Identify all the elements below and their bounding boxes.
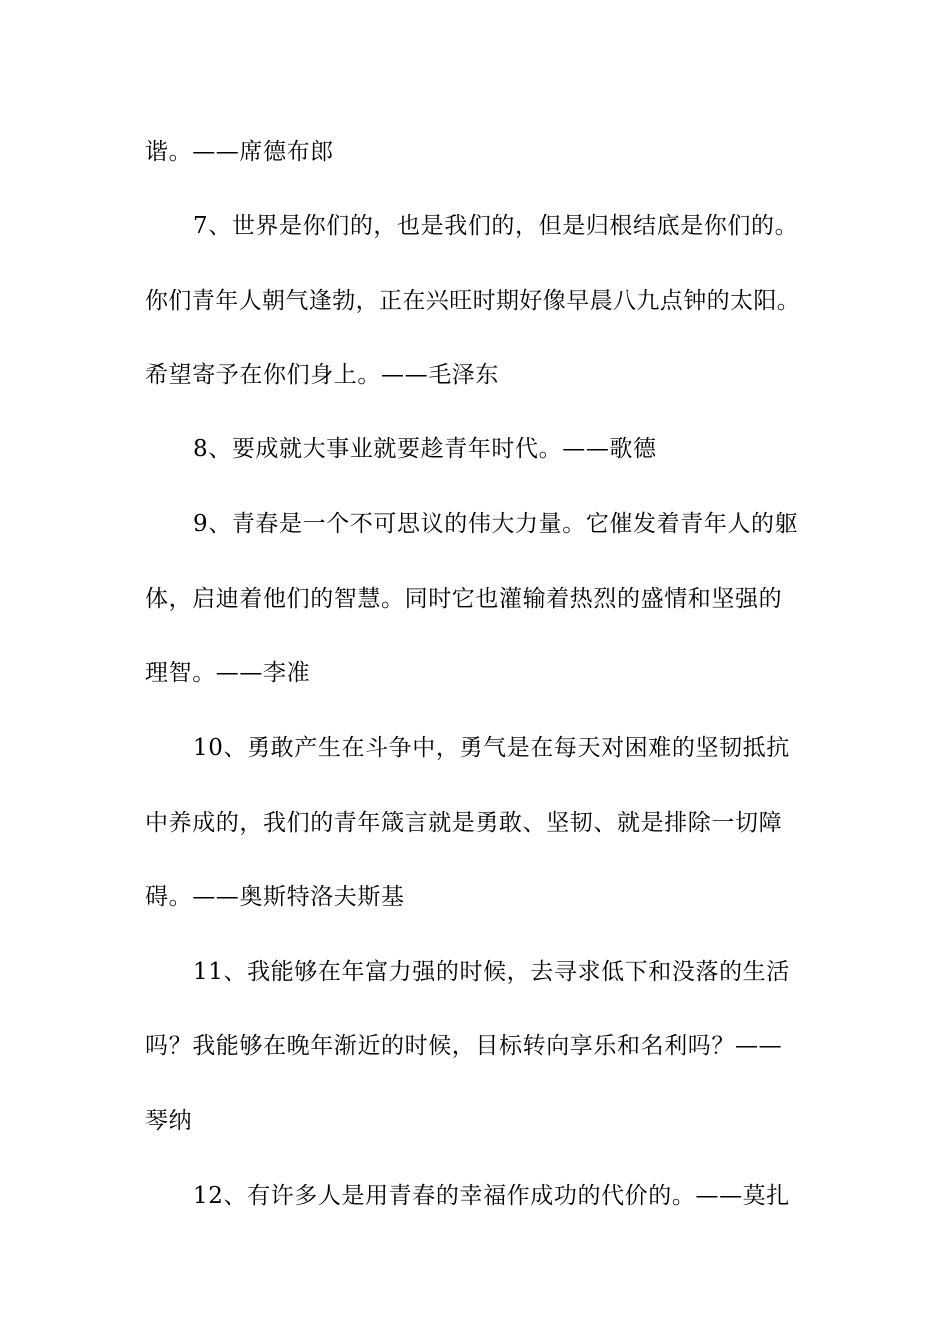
text-line: 体，启迪着他们的智慧。同时它也灌输着热烈的盛情和坚强的 <box>145 586 783 612</box>
text-line: 谐。——席德布郎 <box>145 139 334 165</box>
text-line: 8、要成就大事业就要趁青年时代。——歌德 <box>193 436 657 462</box>
text-line: 12、有许多人是用青春的幸福作成功的代价的。——莫扎 <box>193 1183 790 1209</box>
text-line: 琴纳 <box>145 1108 193 1134</box>
text-line: 7、世界是你们的，也是我们的，但是归根结底是你们的。 <box>193 213 799 239</box>
text-line: 11、我能够在年富力强的时候，去寻求低下和没落的生活 <box>193 959 790 985</box>
text-line: 理智。——李准 <box>145 660 311 686</box>
text-line: 吗？我能够在晚年渐近的时候，目标转向享乐和名利吗？—— <box>145 1033 783 1059</box>
text-line: 中养成的，我们的青年箴言就是勇敢、坚韧、就是排除一切障 <box>145 810 783 836</box>
text-line: 10、勇敢产生在斗争中，勇气是在每天对困难的坚韧抵抗 <box>193 735 790 761</box>
text-line: 碍。——奥斯特洛夫斯基 <box>145 884 405 910</box>
text-line: 希望寄予在你们身上。——毛泽东 <box>145 362 499 388</box>
text-line: 9、青春是一个不可思议的伟大力量。它催发着青年人的躯 <box>193 511 799 537</box>
text-line: 你们青年人朝气逢勃，正在兴旺时期好像早晨八九点钟的太阳。 <box>145 288 801 314</box>
